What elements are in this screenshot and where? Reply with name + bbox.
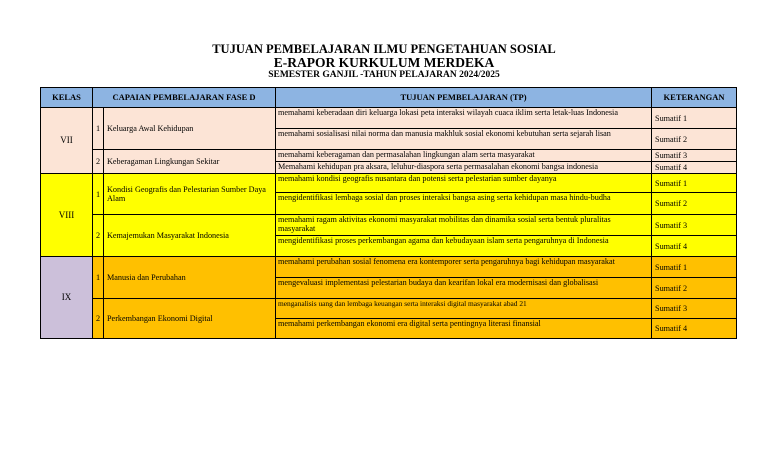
- document-subtitle: E-RAPOR KURKULUM MERDEKA: [273, 55, 495, 70]
- keterangan-cell: Sumatif 2: [652, 193, 737, 215]
- cp-cell: Kemajemukan Masyarakat Indonesia: [104, 215, 276, 257]
- keterangan-cell: Sumatif 1: [652, 257, 737, 278]
- keterangan-cell: Sumatif 3: [652, 215, 737, 236]
- keterangan-cell: Sumatif 2: [652, 278, 737, 299]
- keterangan-cell: Sumatif 2: [652, 129, 737, 150]
- keterangan-cell: Sumatif 1: [652, 174, 737, 193]
- document-title: TUJUAN PEMBELAJARAN ILMU PENGETAHUAN SOSIAL: [212, 42, 556, 56]
- kelas-cell: VIII: [41, 174, 93, 257]
- table-header-row: [41, 88, 737, 108]
- cp-cell: Perkembangan Ekonomi Digital: [104, 299, 276, 339]
- document-header: [0, 42, 768, 81]
- tp-cell: memahami kondisi geografis nusantara dan potensi serta pelestarian sumber dayanya: [276, 174, 652, 193]
- table-row: [41, 150, 737, 162]
- cp-number: 2: [93, 299, 104, 339]
- header-keterangan: KETERANGAN: [652, 88, 737, 108]
- tp-cell: mengidentifikasi lembaga sosial dan proses interaksi bangsa asing serta kehidupan masa hindu-budha: [276, 193, 652, 215]
- semester-label: SEMESTER GANJIL -TAHUN PELAJARAN 2024/2025: [268, 70, 500, 80]
- tp-cell: memahami ragam aktivitas ekonomi masyarakat mobilitas dan dinamika sosial serta bentuk pluralitas masyarakat: [276, 215, 652, 236]
- table-row: [41, 108, 737, 129]
- keterangan-cell: Sumatif 1: [652, 108, 737, 129]
- tp-cell: memahami perkembangan ekonomi era digital serta pentingnya literasi finansial: [276, 319, 652, 339]
- keterangan-cell: Sumatif 3: [652, 299, 737, 319]
- cp-number: 2: [93, 150, 104, 174]
- keterangan-cell: Sumatif 4: [652, 162, 737, 174]
- table-row: [41, 299, 737, 319]
- table-row: [41, 215, 737, 236]
- cp-number: 1: [93, 108, 104, 150]
- keterangan-cell: Sumatif 4: [652, 319, 737, 339]
- cp-cell: Keberagaman Lingkungan Sekitar: [104, 150, 276, 174]
- cp-number: 1: [93, 174, 104, 215]
- cp-cell: Keluarga Awal Kehidupan: [104, 108, 276, 150]
- tp-cell: mengidentifikasi proses perkembangan agama dan kebudayaan islam serta pengaruhnya di Indonesia: [276, 236, 652, 257]
- cp-cell: Manusia dan Perubahan: [104, 257, 276, 299]
- table-row: [41, 257, 737, 278]
- header-tujuan: TUJUAN PEMBELAJARAN (TP): [276, 88, 652, 108]
- learning-objectives-table: [40, 87, 737, 339]
- table-row: [41, 174, 737, 193]
- kelas-cell: VII: [41, 108, 93, 174]
- tp-cell: Memahami kehidupan pra aksara, leluhur-diaspora serta permasalahan ekonomi bangsa indonesia: [276, 162, 652, 174]
- tp-cell: memahami perubahan sosial fenomena era kontemporer serta pengaruhnya bagi kehidupan masyarakat: [276, 257, 652, 278]
- tp-cell: memahami keberagaman dan permasalahan lingkungan alam serta masyarakat: [276, 150, 652, 162]
- tp-cell: memahami sosialisasi nilai norma dan manusia makhluk sosial ekonomi kebutuhan serta sejarah lisan: [276, 129, 652, 150]
- kelas-cell: IX: [41, 257, 93, 339]
- cp-number: 2: [93, 215, 104, 257]
- tp-cell: mengevaluasi implementasi pelestarian budaya dan kearifan lokal era modernisasi dan globalisasi: [276, 278, 652, 299]
- header-capaian: CAPAIAN PEMBELAJARAN FASE D: [93, 88, 276, 108]
- tp-cell: memahami keberadaan diri keluarga lokasi peta interaksi wilayah cuaca iklim serta letak-luas Indonesia: [276, 108, 652, 129]
- cp-number: 1: [93, 257, 104, 299]
- keterangan-cell: Sumatif 3: [652, 150, 737, 162]
- cp-cell: Kondisi Geografis dan Pelestarian Sumber Daya Alam: [104, 174, 276, 215]
- keterangan-cell: Sumatif 4: [652, 236, 737, 257]
- header-kelas: KELAS: [41, 88, 93, 108]
- tp-cell: menganalisis uang dan lembaga keuangan serta interaksi digital masyarakat abad 21: [276, 299, 652, 319]
